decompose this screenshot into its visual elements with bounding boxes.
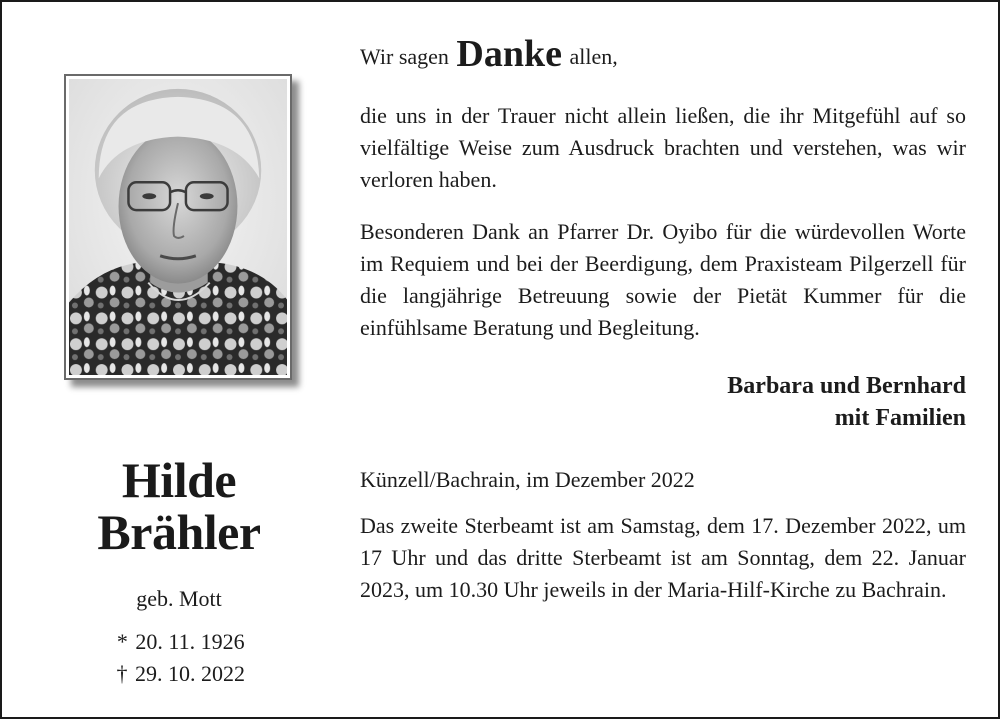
- thanks-general-paragraph: die uns in der Trauer nicht allein ließen, die ihr Mitgefühl auf so vielfältige Weise zum Ausdruck brachten und verstehen, was wir verloren haben.: [360, 103, 966, 192]
- deceased-name: [62, 454, 296, 558]
- place-date: Künzell/Bachrain, im Dezember 2022: [360, 467, 695, 492]
- life-dates: [62, 626, 296, 690]
- portrait-frame: [64, 74, 292, 380]
- signature: [360, 370, 966, 434]
- cross-symbol: †: [116, 661, 128, 686]
- maiden-name: geb. Mott: [136, 586, 222, 611]
- service-info-paragraph: Das zweite Sterbeamt ist am Samstag, dem 17. Dezember 2022, um 17 Uhr und das dritte Sterbeamt ist am Sonntag, dem 22. Januar 2023, um 10.30 Uhr jeweils in der Maria-Hilf-Kirche zu Bachrain.: [360, 513, 966, 602]
- signature-line-1: Barbara und Bernhard: [727, 373, 966, 399]
- greeting-emphasis: Danke: [456, 33, 562, 75]
- portrait-photo: [64, 74, 292, 380]
- birth-row: [62, 626, 296, 658]
- first-name: Hilde: [121, 452, 237, 508]
- greeting-pre: Wir sagen: [360, 44, 449, 69]
- death-date: 29. 10. 2022: [135, 661, 245, 686]
- last-name: Brähler: [97, 504, 261, 560]
- greeting-post: allen,: [569, 44, 618, 69]
- portrait-image: [69, 79, 287, 375]
- thanks-special-paragraph: Besonderen Dank an Pfarrer Dr. Oyibo für die würdevollen Worte im Requiem und bei der Beerdigung, dem Praxisteam Pilgerzell für die langjährige Betreuung sowie der Pietät Kummer für die einfühlsame Beratung und Begleitung.: [360, 219, 966, 340]
- notice-text: [360, 32, 966, 606]
- birth-date: 20. 11. 1926: [135, 629, 245, 654]
- signature-line-2: mit Familien: [834, 405, 966, 431]
- greeting-line: [360, 32, 966, 75]
- birth-symbol: *: [116, 629, 128, 654]
- death-row: [62, 658, 296, 690]
